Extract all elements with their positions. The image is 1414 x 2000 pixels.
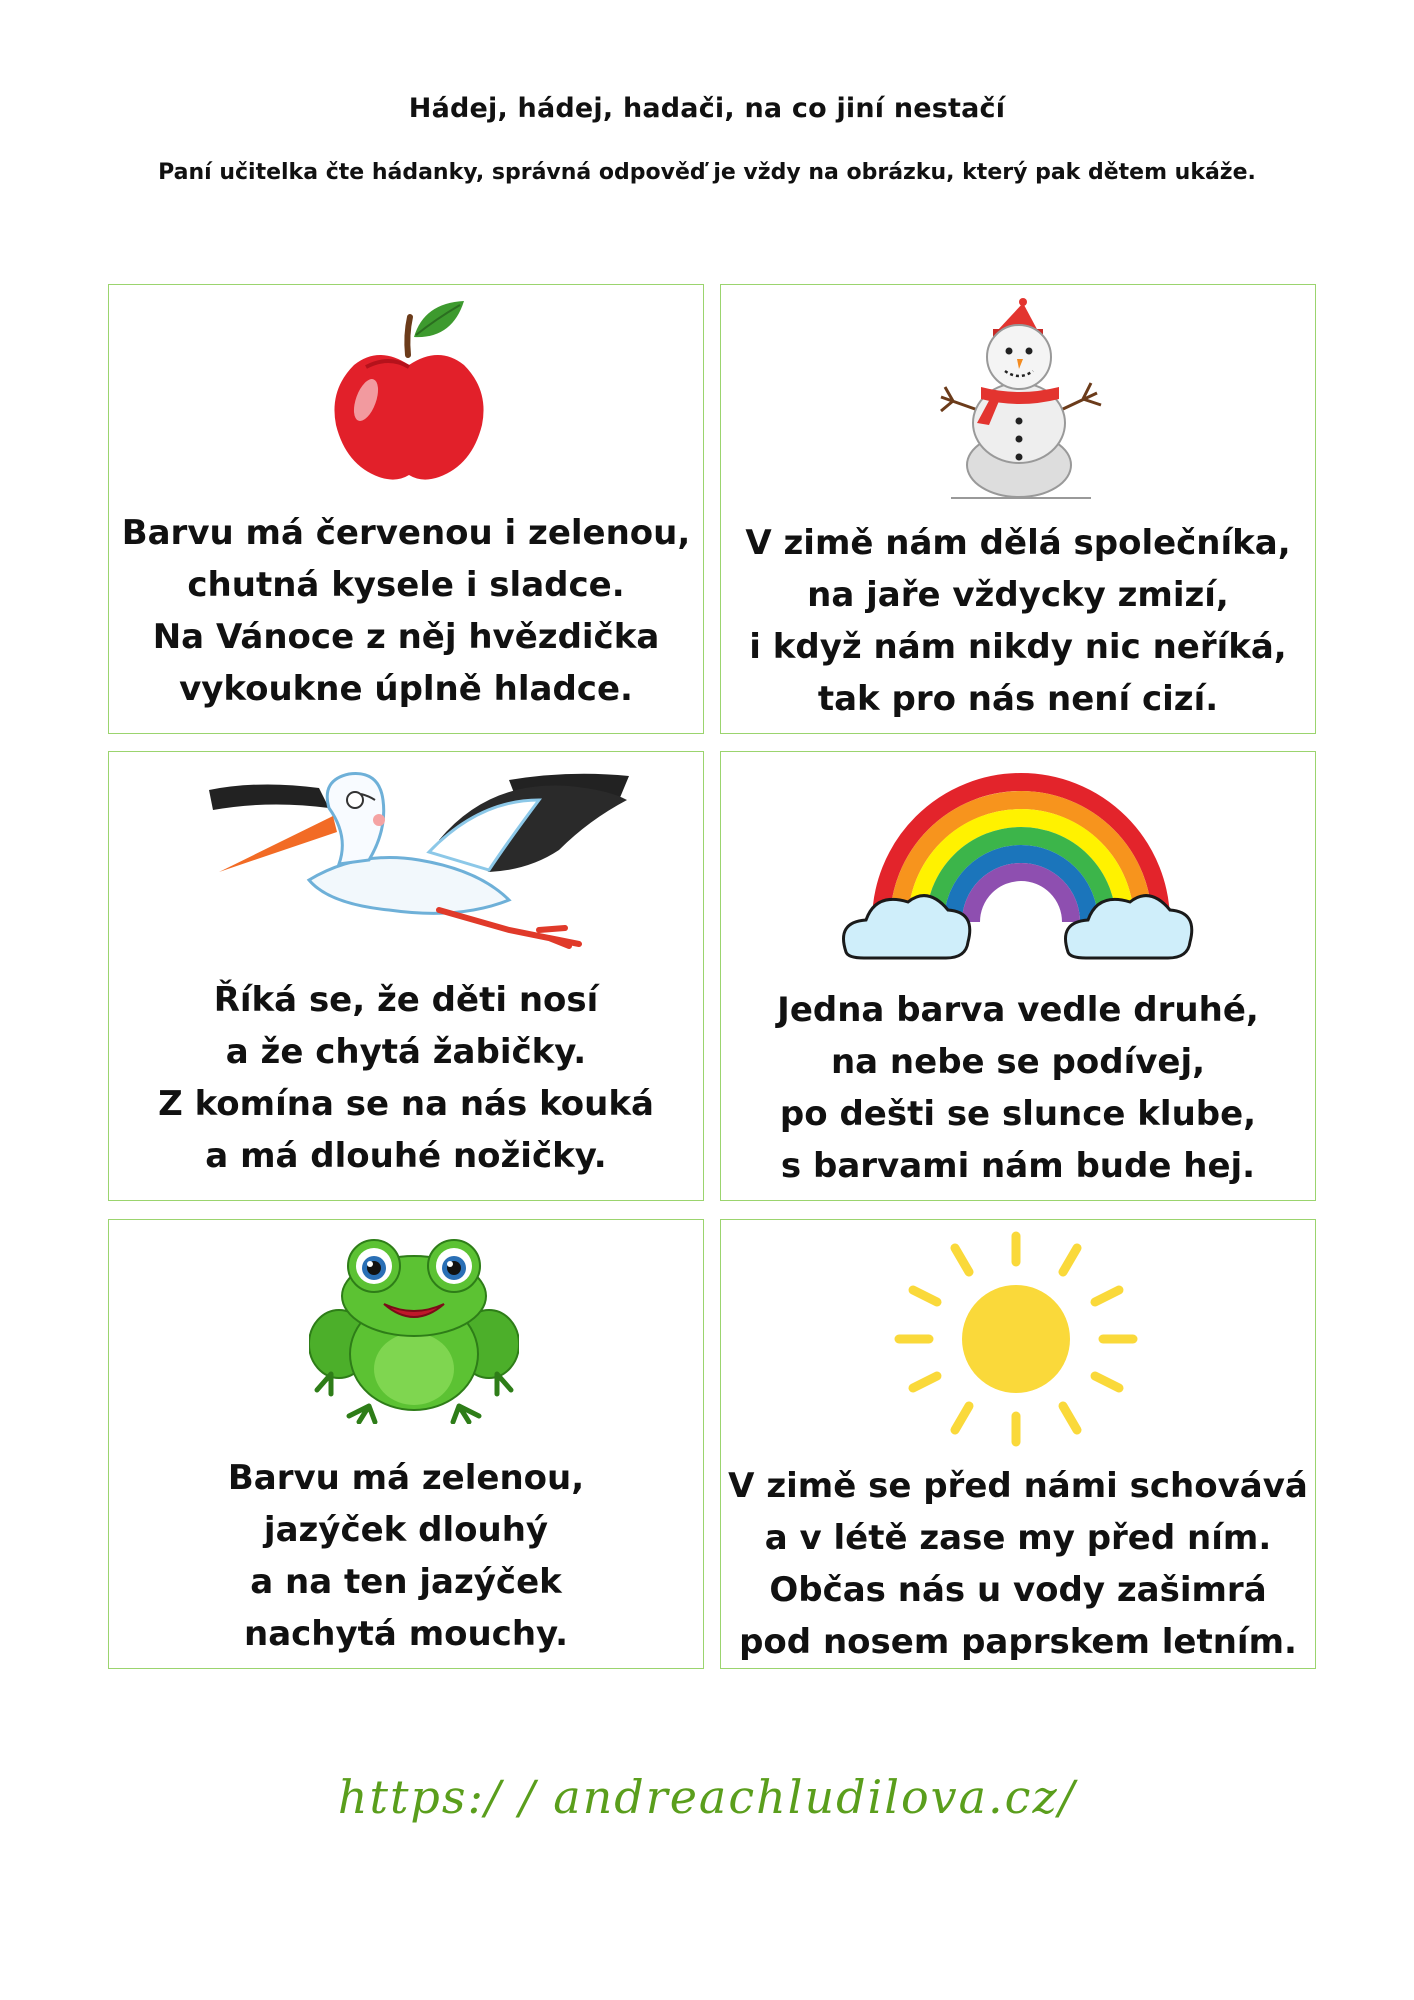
riddle-verse: Barvu má zelenou, jazýček dlouhý a na ten jazýček nachytá mouchy. bbox=[227, 1458, 585, 1654]
apple-icon bbox=[324, 295, 494, 485]
riddle-verse: Barvu má červenou i zelenou, chutná kysele i sladce. Na Vánoce z něj hvězdička vykoukne úplně hladce. bbox=[121, 513, 691, 709]
rainbow-icon bbox=[836, 762, 1206, 972]
page-title: Hádej, hádej, hadači, na co jiní nestačí bbox=[408, 93, 1006, 124]
riddle-card-apple bbox=[108, 284, 704, 734]
riddle-verse: V zimě nám dělá společníka, na jaře vždycky zmizí, i když nám nikdy nic neříká, tak pro nás není cizí. bbox=[745, 523, 1291, 719]
sun-icon bbox=[893, 1226, 1143, 1456]
stork-icon bbox=[209, 760, 629, 970]
riddle-verse: Říká se, že děti nosí a že chytá žabičky. Z komína se na nás kouká a má dlouhé nožičky. bbox=[158, 980, 654, 1176]
snowman-icon bbox=[931, 293, 1111, 503]
riddle-card-frog bbox=[108, 1219, 704, 1669]
riddle-card-rainbow bbox=[720, 751, 1316, 1201]
riddle-card-sun bbox=[720, 1219, 1316, 1669]
riddle-verse: V zimě se před námi schovává a v létě zase my před ním. Občas nás u vody zašimrá pod nosem paprskem letním. bbox=[728, 1466, 1308, 1662]
page-subtitle: Paní učitelka čte hádanky, správná odpověď je vždy na obrázku, který pak dětem ukáže. bbox=[158, 160, 1256, 185]
frog-icon bbox=[309, 1234, 519, 1424]
riddle-verse: Jedna barva vedle druhé, na nebe se podívej, po dešti se slunce klube, s barvami nám bude hej. bbox=[777, 990, 1259, 1186]
footer-url[interactable]: https:/ / andreachludilova.cz/ bbox=[337, 1770, 1077, 1824]
riddle-card-stork bbox=[108, 751, 704, 1201]
riddle-card-snowman bbox=[720, 284, 1316, 734]
